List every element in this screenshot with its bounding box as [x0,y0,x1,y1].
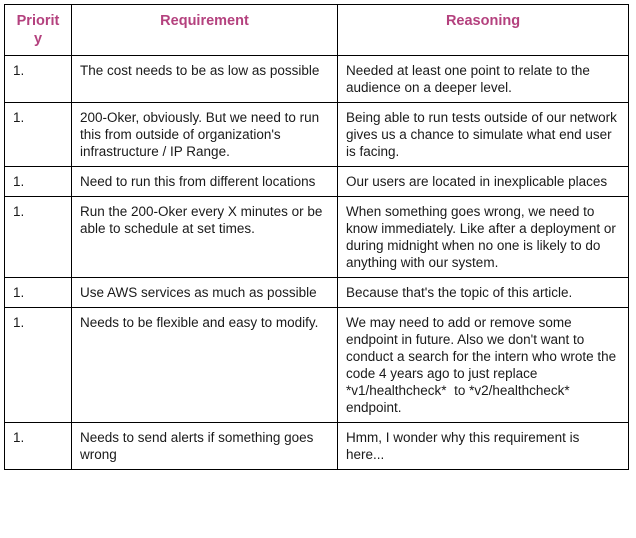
column-header-requirement: Requirement [72,5,338,56]
cell-priority: 1. [5,278,72,308]
table-header [5,5,629,56]
cell-requirement: Run the 200-Oker every X minutes or be able to schedule at set times. [72,197,338,278]
cell-reasoning: When something goes wrong, we need to know immediately. Like after a deployment or during midnight when no one is likely to do anything with our system. [338,197,629,278]
cell-reasoning: Our users are located in inexplicable places [338,167,629,197]
cell-requirement: The cost needs to be as low as possible [72,56,338,103]
cell-requirement: Use AWS services as much as possible [72,278,338,308]
cell-priority: 1. [5,56,72,103]
requirements-table [4,4,629,470]
cell-reasoning: Because that's the topic of this article. [338,278,629,308]
table-row [5,197,629,278]
cell-reasoning: Being able to run tests outside of our network gives us a chance to simulate what end user is facing. [338,103,629,167]
cell-requirement: 200-Oker, obviously. But we need to run this from outside of organization's infrastructure / IP Range. [72,103,338,167]
cell-priority: 1. [5,423,72,470]
table-row [5,56,629,103]
cell-reasoning: Hmm, I wonder why this requirement is here... [338,423,629,470]
table-row [5,423,629,470]
cell-requirement: Needs to be flexible and easy to modify. [72,308,338,423]
cell-reasoning: Needed at least one point to relate to the audience on a deeper level. [338,56,629,103]
cell-priority: 1. [5,103,72,167]
cell-reasoning: We may need to add or remove some endpoint in future. Also we don't want to conduct a search for the intern who wrote the code 4 years ago to just replace *v1/healthcheck* to *v2/healthcheck* endpoint. [338,308,629,423]
cell-requirement: Needs to send alerts if something goes wrong [72,423,338,470]
cell-requirement: Need to run this from different locations [72,167,338,197]
cell-priority: 1. [5,308,72,423]
table-row [5,278,629,308]
table-body [5,56,629,470]
table-header-row [5,5,629,56]
cell-priority: 1. [5,167,72,197]
cell-priority: 1. [5,197,72,278]
table-row [5,308,629,423]
column-header-reasoning: Reasoning [338,5,629,56]
table-row [5,103,629,167]
table-row [5,167,629,197]
column-header-priority: Priority [5,5,72,56]
